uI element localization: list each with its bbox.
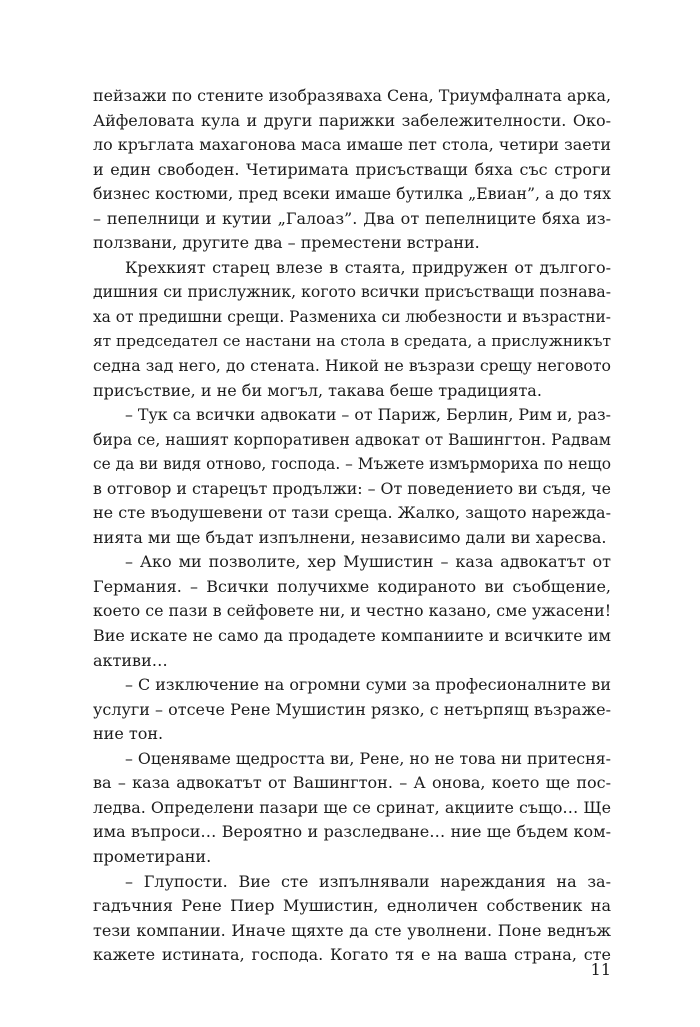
text-line: Айфеловата кула и други парижки забележителности. Око- <box>93 110 611 130</box>
text-line: ят председател се настани на стола в средата, а прислужникът <box>93 332 611 351</box>
text-line: – С изключение на огромни суми за професионалните ви <box>125 675 611 695</box>
text-line: ледва. Определени пазари ще се сринат, акциите също… Ще <box>93 797 611 817</box>
text-line: гадъчния Рене Пиер Мушистин, едноличен собственик на <box>93 896 611 916</box>
text-line: Вие искате не само да продадете компаниите и всичките им <box>93 626 611 646</box>
text-line: – Глупости. Вие сте изпълнявали нареждания на за- <box>125 871 611 891</box>
text-line: бизнес костюми, пред всеки имаше бутилка „Евиан”, а до тях <box>93 184 611 204</box>
text-line: което се пази в сейфовете ни, и честно казано, сме ужасени! <box>93 601 612 621</box>
page-number: 11 <box>590 960 611 979</box>
text-line: – Оценяваме щедростта ви, Рене, но не това ни притесня- <box>125 748 611 768</box>
text-line: бира се, нашият корпоративен адвокат от Вашингтон. Радвам <box>93 429 611 449</box>
text-line: активи… <box>93 650 168 670</box>
text-line: не сте въодушевени от тази среща. Жалко, защото нарежда- <box>93 503 611 523</box>
text-line: ние тон. <box>93 724 164 744</box>
text-line: Германия. – Всички получихме кодираното ви съобщение, <box>93 576 611 596</box>
text-line: – Ако ми позволите, хер Мушистин – каза адвокатът от <box>125 552 611 572</box>
text-line: кажете истината, господа. Когато тя е на ваша страна, сте <box>93 945 611 965</box>
text-line: услуги – отсече Рене Мушистин рязко, с нетърпящ възраже- <box>93 699 611 719</box>
text-line: ползвани, другите два – преместени встрани. <box>93 233 480 253</box>
text-line: Крехкият старец влезе в стаята, придружен от дългого- <box>125 257 611 277</box>
text-line: пейзажи по стените изобразяваха Сена, Триумфалната арка, <box>93 86 611 105</box>
body-text <box>93 84 611 968</box>
text-line: ха от предишни срещи. Размениха си любезности и възрастни- <box>93 307 611 326</box>
text-line: нията ми ще бъдат изпълнени, независимо дали ви харесва. <box>93 527 607 547</box>
text-line: ло кръглата махагонова маса имаше пет стола, четири заети <box>93 135 611 155</box>
text-line: присъствие, и не би могъл, такава беше традицията. <box>93 380 542 400</box>
text-line: – пепелници и кутии „Галоаз”. Два от пепелниците бяха из- <box>93 208 611 228</box>
text-line: и един свободен. Четиримата присъстващи бяха със строги <box>93 159 611 179</box>
text-line: се да ви видя отново, господа. – Мъжете измърмориха по нещо <box>93 455 611 474</box>
text-line: ва – каза адвокатът от Вашингтон. – А онова, което ще пос- <box>93 773 611 793</box>
text-line: има въпроси… Вероятно и разследване… ние ще бъдем ком- <box>93 822 611 842</box>
text-line: – Тук са всички адвокати – от Париж, Берлин, Рим и, раз- <box>125 405 612 425</box>
text-line: седна зад него, до стената. Никой не възрази срещу неговото <box>93 356 611 376</box>
text-line: тези компании. Иначе щяхте да сте уволнени. Поне веднъж <box>93 920 611 940</box>
text-line: дишния си прислужник, когото всички присъстващи познава- <box>93 282 611 302</box>
text-line: прометирани. <box>93 846 212 866</box>
text-line: в отговор и старецът продължи: – От поведението ви съдя, че <box>93 478 611 498</box>
